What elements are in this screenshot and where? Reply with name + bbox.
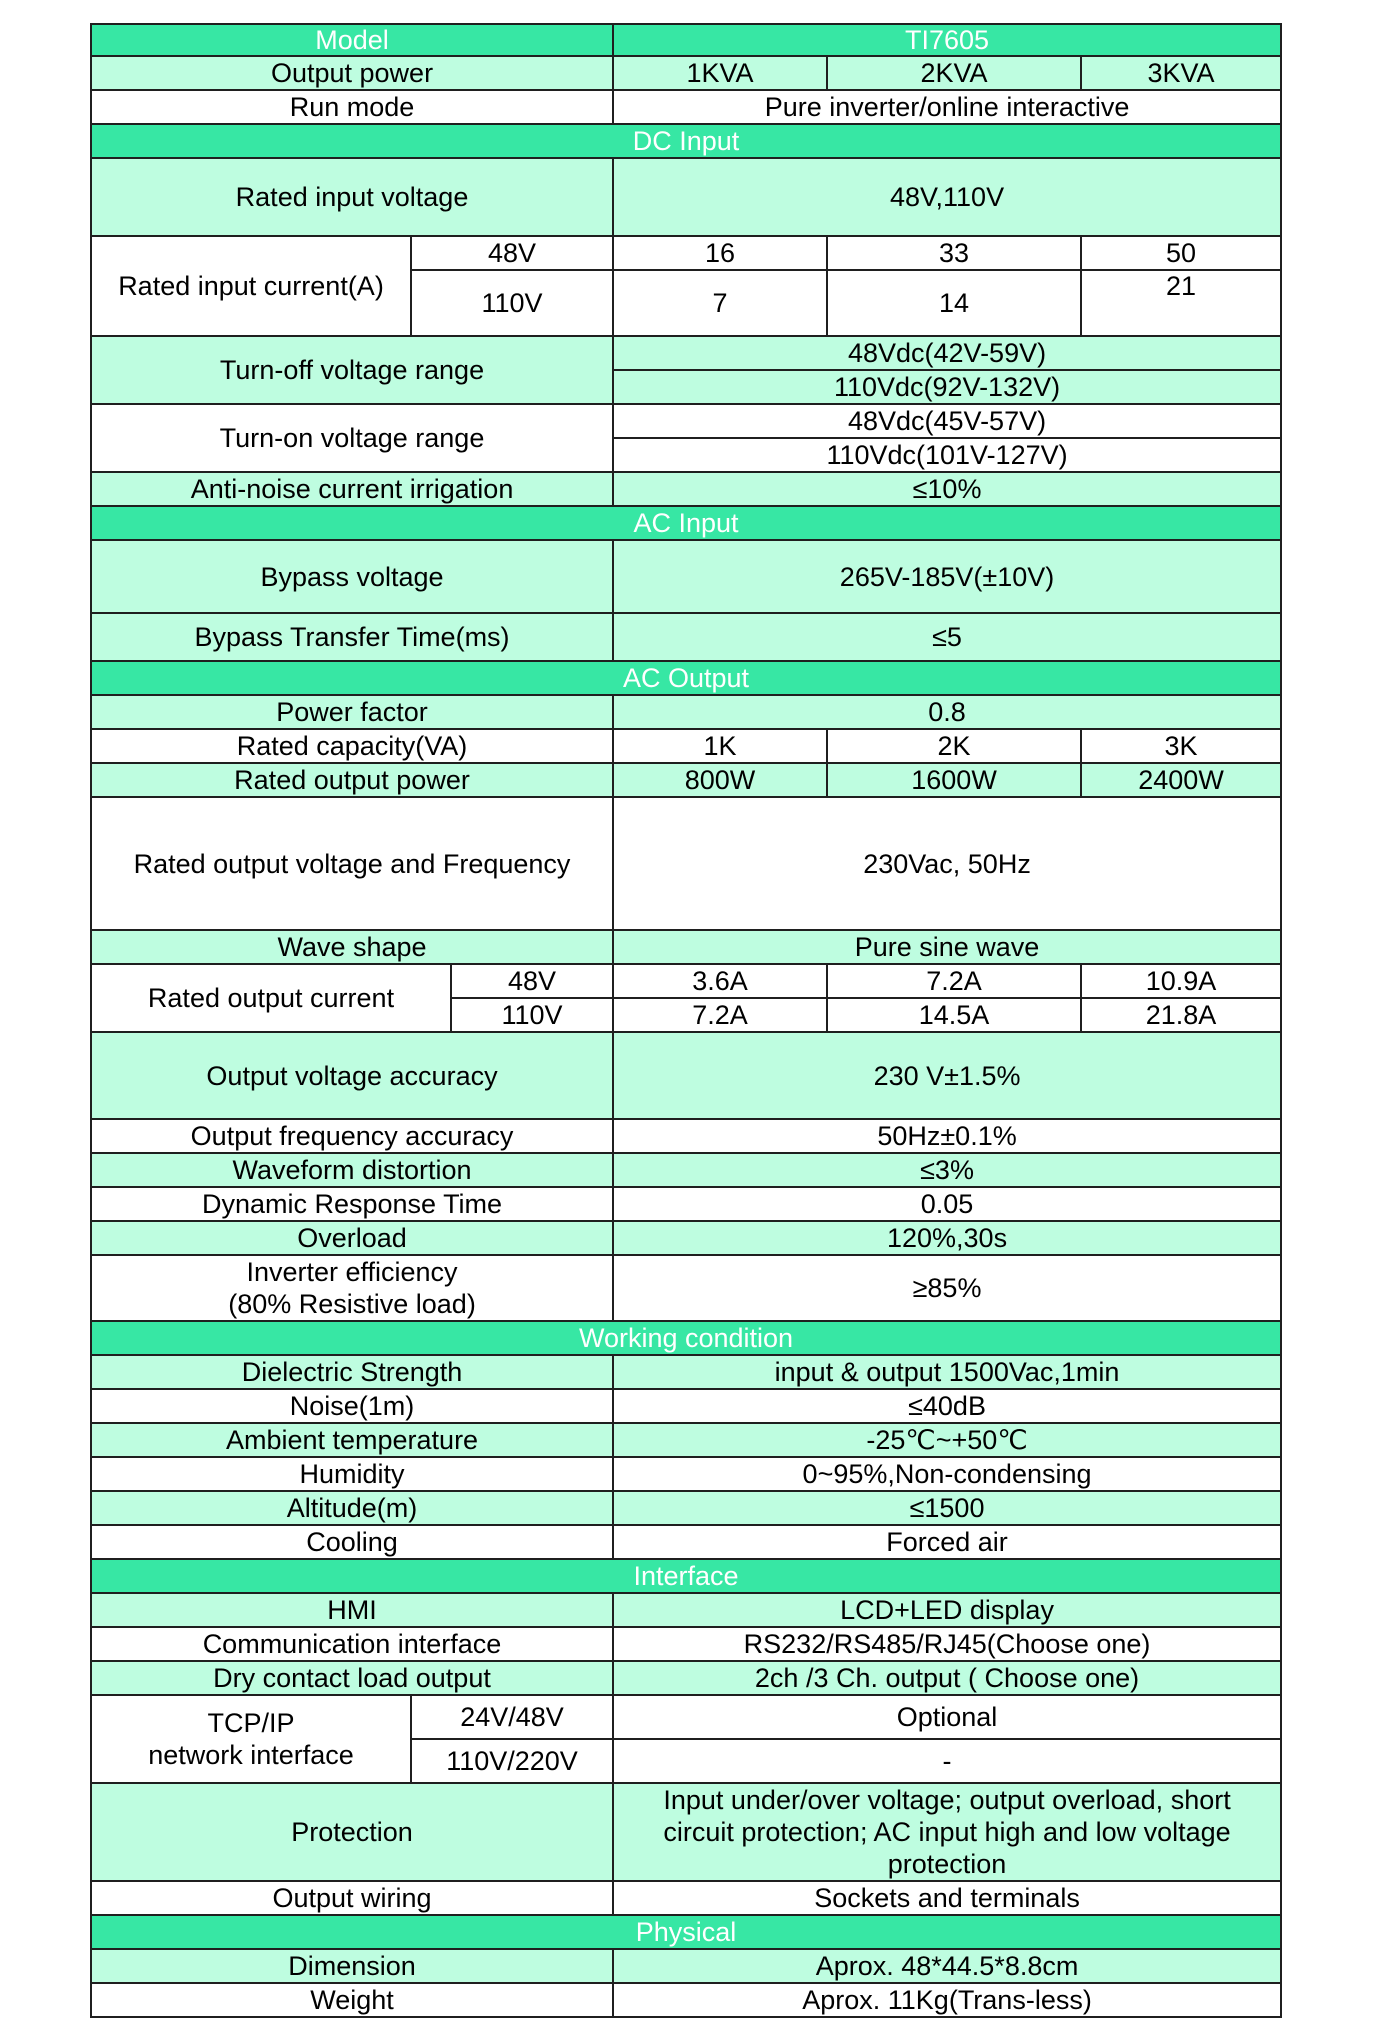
rated-capacity-3: 3K (1081, 729, 1281, 763)
dielectric-row (91, 1355, 1281, 1389)
rated-input-current-row-48 (91, 236, 1281, 270)
run-mode-label: Run mode (91, 90, 613, 124)
noise-value: ≤40dB (613, 1389, 1281, 1423)
overload-label: Overload (91, 1221, 613, 1255)
anti-noise-value: ≤10% (613, 472, 1281, 506)
rated-input-voltage-value: 48V,110V (613, 158, 1281, 236)
section-title: DC Input (91, 124, 1281, 158)
bypass-voltage-value: 265V-185V(±10V) (613, 540, 1281, 613)
dimension-value: Aprox. 48*44.5*8.8cm (613, 1949, 1281, 1983)
turn-off-value-48: 48Vdc(42V-59V) (613, 336, 1281, 370)
hmi-label: HMI (91, 1593, 613, 1627)
output-power-2: 2KVA (827, 56, 1081, 90)
weight-row (91, 1983, 1281, 2017)
dry-contact-row (91, 1661, 1281, 1695)
section-ac-input (91, 506, 1281, 540)
ambient-label: Ambient temperature (91, 1423, 613, 1457)
turn-on-value-110: 110Vdc(101V-127V) (613, 438, 1281, 472)
tcpip-24-48-value: Optional (613, 1695, 1281, 1739)
overload-row (91, 1221, 1281, 1255)
rated-input-current-110-1: 7 (613, 270, 827, 336)
inverter-efficiency-label (91, 1255, 613, 1321)
humidity-label: Humidity (91, 1457, 613, 1491)
altitude-label: Altitude(m) (91, 1491, 613, 1525)
bypass-transfer-label: Bypass Transfer Time(ms) (91, 613, 613, 661)
wave-shape-value: Pure sine wave (613, 930, 1281, 964)
dry-contact-value: 2ch /3 Ch. output ( Choose one) (613, 1661, 1281, 1695)
bypass-voltage-row (91, 540, 1281, 613)
ambient-value: -25℃~+50℃ (613, 1423, 1281, 1457)
hmi-value: LCD+LED display (613, 1593, 1281, 1627)
rated-output-current-label: Rated output current (91, 964, 451, 1032)
power-factor-label: Power factor (91, 695, 613, 729)
section-ac-output (91, 661, 1281, 695)
rated-capacity-label: Rated capacity(VA) (91, 729, 613, 763)
turn-on-value-48: 48Vdc(45V-57V) (613, 404, 1281, 438)
altitude-value: ≤1500 (613, 1491, 1281, 1525)
turn-on-row-1 (91, 404, 1281, 438)
protection-row (91, 1783, 1281, 1881)
dimension-label: Dimension (91, 1949, 613, 1983)
wave-shape-label: Wave shape (91, 930, 613, 964)
rated-output-current-110-label: 110V (451, 998, 613, 1032)
spec-sheet (90, 23, 1280, 2018)
wave-shape-row (91, 930, 1281, 964)
voltage-accuracy-label: Output voltage accuracy (91, 1032, 613, 1119)
section-dc-input (91, 124, 1281, 158)
rated-output-power-label: Rated output power (91, 763, 613, 797)
frequency-accuracy-row (91, 1119, 1281, 1153)
cooling-label: Cooling (91, 1525, 613, 1559)
rated-output-power-2: 1600W (827, 763, 1081, 797)
turn-off-label: Turn-off voltage range (91, 336, 613, 404)
rated-output-current-110-3: 21.8A (1081, 998, 1281, 1032)
voltage-accuracy-value: 230 V±1.5% (613, 1032, 1281, 1119)
dynamic-response-value: 0.05 (613, 1187, 1281, 1221)
tcpip-24-48-label: 24V/48V (411, 1695, 613, 1739)
rated-output-power-1: 800W (613, 763, 827, 797)
rated-input-current-48-2: 33 (827, 236, 1081, 270)
output-wiring-row (91, 1881, 1281, 1915)
protection-value: Input under/over voltage; output overload, short circuit protection; AC input high and low voltage protection (613, 1783, 1281, 1881)
inverter-efficiency-label-line2: (80% Resistive load) (228, 1289, 476, 1319)
rated-input-current-label: Rated input current(A) (91, 236, 411, 336)
section-physical (91, 1915, 1281, 1949)
dielectric-label: Dielectric Strength (91, 1355, 613, 1389)
output-wiring-label: Output wiring (91, 1881, 613, 1915)
dimension-row (91, 1949, 1281, 1983)
rated-output-voltage-row (91, 797, 1281, 930)
tcpip-110-220-value: - (613, 1739, 1281, 1783)
dielectric-value: input & output 1500Vac,1min (613, 1355, 1281, 1389)
model-label: Model (91, 24, 613, 56)
rated-output-current-48-3: 10.9A (1081, 964, 1281, 998)
noise-row (91, 1389, 1281, 1423)
turn-on-label: Turn-on voltage range (91, 404, 613, 472)
rated-input-current-48-label: 48V (411, 236, 613, 270)
frequency-accuracy-label: Output frequency accuracy (91, 1119, 613, 1153)
rated-input-voltage-label: Rated input voltage (91, 158, 613, 236)
section-title: AC Input (91, 506, 1281, 540)
overload-value: 120%,30s (613, 1221, 1281, 1255)
rated-capacity-1: 1K (613, 729, 827, 763)
waveform-distortion-row (91, 1153, 1281, 1187)
communication-value: RS232/RS485/RJ45(Choose one) (613, 1627, 1281, 1661)
output-power-label: Output power (91, 56, 613, 90)
voltage-accuracy-row (91, 1032, 1281, 1119)
rated-input-voltage-row (91, 158, 1281, 236)
tcpip-110-220-label: 110V/220V (411, 1739, 613, 1783)
rated-input-current-48-3: 50 (1081, 236, 1281, 270)
rated-capacity-row (91, 729, 1281, 763)
spec-table (90, 23, 1282, 2018)
bypass-transfer-row (91, 613, 1281, 661)
humidity-value: 0~95%,Non-condensing (613, 1457, 1281, 1491)
dynamic-response-row (91, 1187, 1281, 1221)
turn-off-row-1 (91, 336, 1281, 370)
hmi-row (91, 1593, 1281, 1627)
noise-label: Noise(1m) (91, 1389, 613, 1423)
waveform-distortion-label: Waveform distortion (91, 1153, 613, 1187)
section-title: Working condition (91, 1321, 1281, 1355)
output-power-row (91, 56, 1281, 90)
section-working-condition (91, 1321, 1281, 1355)
power-factor-value: 0.8 (613, 695, 1281, 729)
output-power-1: 1KVA (613, 56, 827, 90)
waveform-distortion-value: ≤3% (613, 1153, 1281, 1187)
rated-input-current-110-2: 14 (827, 270, 1081, 336)
dynamic-response-label: Dynamic Response Time (91, 1187, 613, 1221)
humidity-row (91, 1457, 1281, 1491)
rated-output-voltage-value: 230Vac, 50Hz (613, 797, 1281, 930)
section-title: Interface (91, 1559, 1281, 1593)
ambient-row (91, 1423, 1281, 1457)
rated-output-current-110-2: 14.5A (827, 998, 1081, 1032)
output-power-3: 3KVA (1081, 56, 1281, 90)
section-title: Physical (91, 1915, 1281, 1949)
rated-input-current-48-1: 16 (613, 236, 827, 270)
inverter-efficiency-row (91, 1255, 1281, 1321)
weight-value: Aprox. 11Kg(Trans-less) (613, 1983, 1281, 2017)
communication-row (91, 1627, 1281, 1661)
inverter-efficiency-label-line1: Inverter efficiency (246, 1257, 458, 1287)
protection-label: Protection (91, 1783, 613, 1881)
bypass-transfer-value: ≤5 (613, 613, 1281, 661)
inverter-efficiency-value: ≥85% (613, 1255, 1281, 1321)
tcpip-row-1 (91, 1695, 1281, 1739)
output-wiring-value: Sockets and terminals (613, 1881, 1281, 1915)
weight-label: Weight (91, 1983, 613, 2017)
model-row (91, 24, 1281, 56)
rated-output-current-110-1: 7.2A (613, 998, 827, 1032)
power-factor-row (91, 695, 1281, 729)
model-value: TI7605 (613, 24, 1281, 56)
rated-output-current-row-48 (91, 964, 1281, 998)
section-title: AC Output (91, 661, 1281, 695)
rated-output-power-3: 2400W (1081, 763, 1281, 797)
rated-input-current-110-label: 110V (411, 270, 613, 336)
tcpip-label (91, 1695, 411, 1783)
section-interface (91, 1559, 1281, 1593)
rated-output-power-row (91, 763, 1281, 797)
rated-capacity-2: 2K (827, 729, 1081, 763)
tcpip-label-line1: TCP/IP (207, 1708, 295, 1738)
cooling-value: Forced air (613, 1525, 1281, 1559)
rated-output-voltage-label: Rated output voltage and Frequency (91, 797, 613, 930)
turn-off-value-110: 110Vdc(92V-132V) (613, 370, 1281, 404)
frequency-accuracy-value: 50Hz±0.1% (613, 1119, 1281, 1153)
altitude-row (91, 1491, 1281, 1525)
run-mode-value: Pure inverter/online interactive (613, 90, 1281, 124)
cooling-row (91, 1525, 1281, 1559)
anti-noise-row (91, 472, 1281, 506)
rated-output-current-48-2: 7.2A (827, 964, 1081, 998)
dry-contact-label: Dry contact load output (91, 1661, 613, 1695)
rated-output-current-48-label: 48V (451, 964, 613, 998)
run-mode-row (91, 90, 1281, 124)
rated-output-current-48-1: 3.6A (613, 964, 827, 998)
anti-noise-label: Anti-noise current irrigation (91, 472, 613, 506)
rated-input-current-110-3: 21 (1081, 270, 1281, 336)
tcpip-label-line2: network interface (148, 1740, 354, 1770)
bypass-voltage-label: Bypass voltage (91, 540, 613, 613)
communication-label: Communication interface (91, 1627, 613, 1661)
